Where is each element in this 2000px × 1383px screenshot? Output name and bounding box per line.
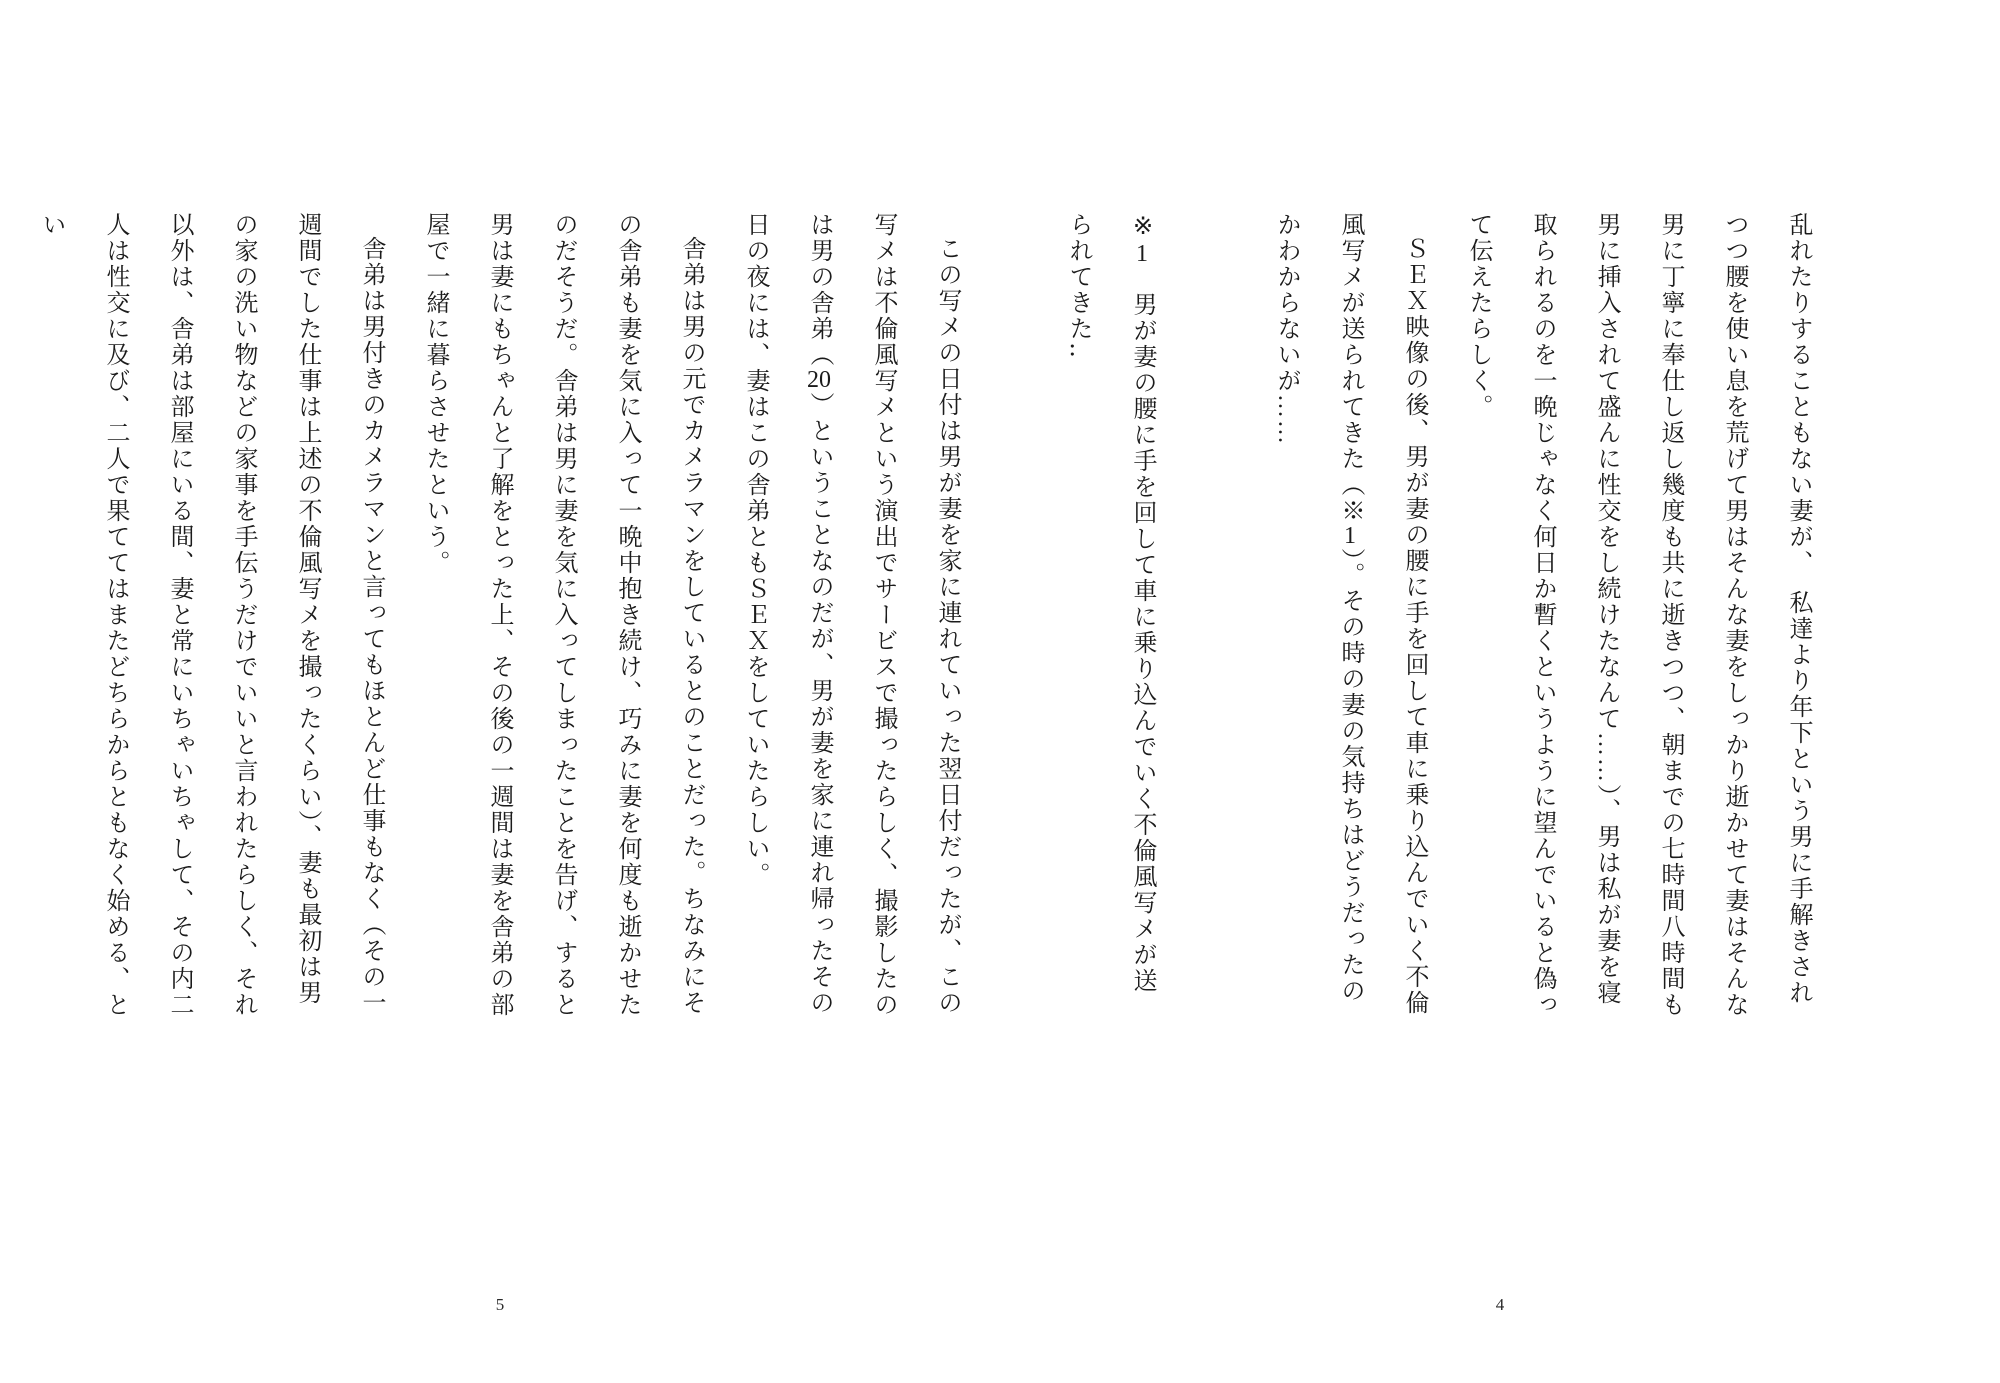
page-right xyxy=(1000,0,2000,1383)
paragraph: ＳＥＸ映像の後、男が妻の腰に手を回して車に乗り込んでいく不倫風写メが送られてきた（※1）。その時の妻の気持ちはどうだったのかわからないが…… xyxy=(1273,212,1427,1016)
footnote: ※1 男が妻の腰に手を回して車に乗り込んでいく不倫風写メが送られてきた‥ xyxy=(1065,212,1155,994)
page-right-text xyxy=(1046,212,1830,1018)
paragraph: 舎弟は男の元でカメラマンをしているとのことだった。ちなみにその舎弟も妻を気に入って一晩中抱き続け、巧みに妻を何度も逝かせたのだそうだ。舎弟は男に妻を気に入ってしまったことを告げ、すると男は妻にもちゃんと了解をとった上、その後の一週間は妻を舎弟の部屋で一緒に暮らさせたという。 xyxy=(422,212,704,1018)
page-number: 5 xyxy=(495,1295,505,1314)
paragraph: この写メの日付は男が妻を家に連れていった翌日付だったが、この写メは不倫風写メという演出でサービスで撮ったらしく、撮影したのは男の舎弟（20）ということなのだが、男が妻を家に連れ帰ったその日の夜には、妻はこの舎弟ともＳＥＸをしていたらしい。 xyxy=(742,212,960,1018)
page-number: 4 xyxy=(1495,1295,1505,1314)
paragraph-continuation: 乱れたりすることもない妻が、 私達より年下という男に手解きされつつ腰を使い息を荒げて男はそんな妻をしっかり逝かせて妻はそんな男に丁寧に奉仕し返し幾度も共に逝きつつ、朝までの七時間八時間も男に挿入されて盛んに性交をし続けたなんて……）、男は私が妻を寝取られるのを一晩じゃなく何日か暫くというように望んでいると偽って伝えたらしく。 xyxy=(1465,212,1811,1018)
paragraph: 舎弟は男付きのカメラマンと言ってもほとんど仕事もなく（その一週間でした仕事は上述の不倫風写メを撮ったくらい）、妻も最初は男の家の洗い物などの家事を手伝うだけでいいと言われたらしく、それ以外は、舎弟は部屋にいる間、妻と常にいちゃいちゃして、その内二人は性交に及び、二人で果ててはまたどちらからともなく始める、とい xyxy=(38,212,384,1018)
page-left-text xyxy=(19,212,979,1018)
